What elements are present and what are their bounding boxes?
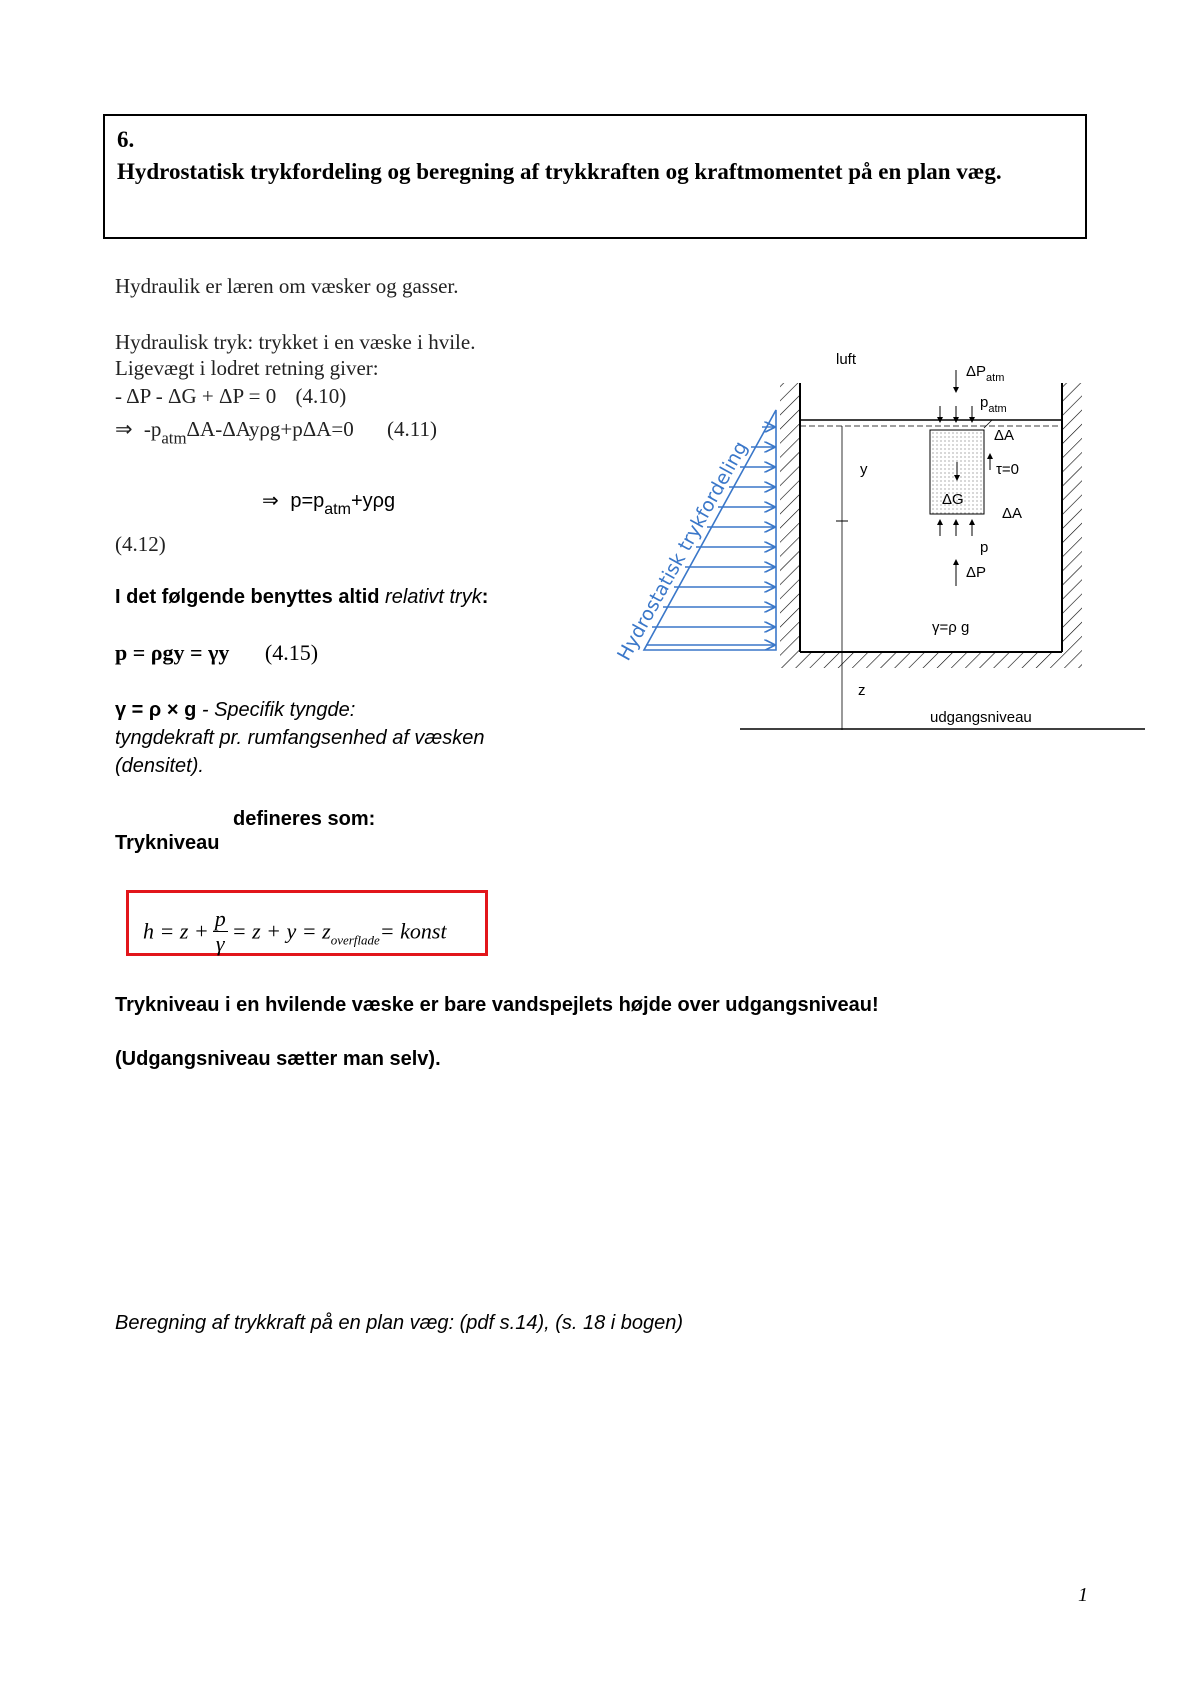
- formula-num: p: [214, 906, 226, 931]
- tau-label: τ=0: [996, 461, 1020, 478]
- formula-end: = konst: [379, 918, 447, 944]
- eq-4-15-ref: (4.15): [264, 640, 319, 665]
- implies-icon: ⇒: [115, 417, 133, 441]
- section-number: 6.: [117, 127, 135, 152]
- eq-4-10: [115, 384, 346, 408]
- eq-4-12-b: +yρg: [350, 490, 396, 512]
- title-box: [103, 114, 1087, 239]
- eq-4-11-a: -p: [143, 417, 162, 441]
- eq-4-12-a: p=p: [290, 490, 325, 512]
- intro-text: Hydraulik er læren om væsker og gasser.: [115, 274, 459, 298]
- specific-weight-symbols: γ = ρ × g: [115, 699, 197, 721]
- dpatm-label: [966, 363, 1004, 384]
- calc-heading: Beregning af trykkraft på en plan væg: (pdf s.14), (s. 18 i bogen): [115, 1312, 684, 1334]
- specific-weight-text2: tyngdekraft pr. rumfangsenhed af væsken: [115, 727, 485, 749]
- dpatm-main: ΔP: [966, 363, 987, 380]
- hydraulic-pressure-text: Hydraulisk tryk: trykket i en væske i hvile.: [115, 330, 476, 354]
- defines-text: defineres som:: [233, 808, 376, 830]
- eq-4-12-ref: (4.12): [115, 532, 166, 556]
- statement-text: Trykniveau i en hvilende væske er bare vandspejlets højde over udgangsniveau!: [115, 994, 879, 1016]
- da-top-label: ΔA: [994, 427, 1015, 444]
- dg-label: ΔG: [942, 491, 964, 508]
- trykniveau-label: Trykniveau: [115, 832, 220, 854]
- eq-4-10-expr: - ΔP - ΔG + ΔP = 0: [115, 384, 277, 408]
- da-top-leader: [984, 420, 992, 428]
- patm-sub: atm: [988, 403, 1007, 415]
- trykniveau-formula-box: [126, 890, 488, 956]
- formula-den: γ: [215, 931, 225, 956]
- eq-4-12: [262, 488, 396, 519]
- z-label: z: [858, 682, 866, 699]
- luft-label: luft: [836, 351, 857, 368]
- right-wall-hatch: [1062, 383, 1082, 668]
- formula-fraction: [213, 907, 228, 956]
- udgangsniveau-label: udgangsniveau: [930, 709, 1032, 726]
- equilibrium-text: Ligevægt i lodret retning giver:: [115, 356, 379, 380]
- section-title: Hydrostatisk trykfordeling og beregning af trykkraften og kraftmomentet på en plan væg.: [117, 159, 1002, 184]
- specific-weight-text1: - Specifik tyngde:: [196, 699, 356, 721]
- bottom-hatch: [800, 652, 1062, 668]
- eq-4-11-sub: atm: [161, 428, 187, 448]
- eq-4-11-b: ΔA-ΔAyρg+pΔA=0: [186, 417, 354, 441]
- hydrostatic-figure: [600, 340, 1160, 740]
- eq-4-12-sub: atm: [324, 501, 351, 519]
- eq-4-15-expr: p = ρgy = γy: [115, 640, 230, 665]
- trykniveau-formula: [143, 906, 447, 958]
- dpatm-sub: atm: [986, 372, 1005, 384]
- page-number: 1: [1078, 1584, 1088, 1606]
- relative-pressure-text: [115, 586, 488, 609]
- implies-icon: ⇒: [262, 490, 279, 512]
- relative-emph: relativt tryk: [385, 586, 482, 608]
- relative-lead: I det følgende benyttes altid: [115, 586, 386, 608]
- gamma-label: γ=ρ g: [932, 619, 970, 636]
- eq-4-11-ref: (4.11): [387, 417, 437, 441]
- eq-4-15: [115, 640, 318, 666]
- patm-label: [980, 394, 1007, 415]
- eq-4-10-ref: (4.10): [295, 384, 347, 408]
- distribution-label: Hydrostatisk trykfordeling: [613, 437, 753, 665]
- y-label: y: [860, 461, 868, 478]
- dp-label: ΔP: [966, 564, 987, 581]
- left-wall-hatch: [780, 383, 800, 668]
- formula-lhs: h = z +: [143, 918, 209, 944]
- formula-sub: overflade: [330, 932, 380, 948]
- p-label: p: [980, 539, 989, 556]
- relative-tail: :: [481, 586, 489, 608]
- note-text: (Udgangsniveau sætter man selv).: [115, 1048, 441, 1070]
- specific-weight-block: [115, 696, 484, 780]
- specific-weight-text3: (densitet).: [115, 755, 204, 777]
- pressure-triangle: [644, 410, 776, 650]
- da-bottom-label: ΔA: [1002, 505, 1023, 522]
- eq-4-11: [115, 417, 437, 448]
- formula-rhs: = z + y = z: [231, 918, 331, 944]
- patm-main: p: [980, 394, 989, 411]
